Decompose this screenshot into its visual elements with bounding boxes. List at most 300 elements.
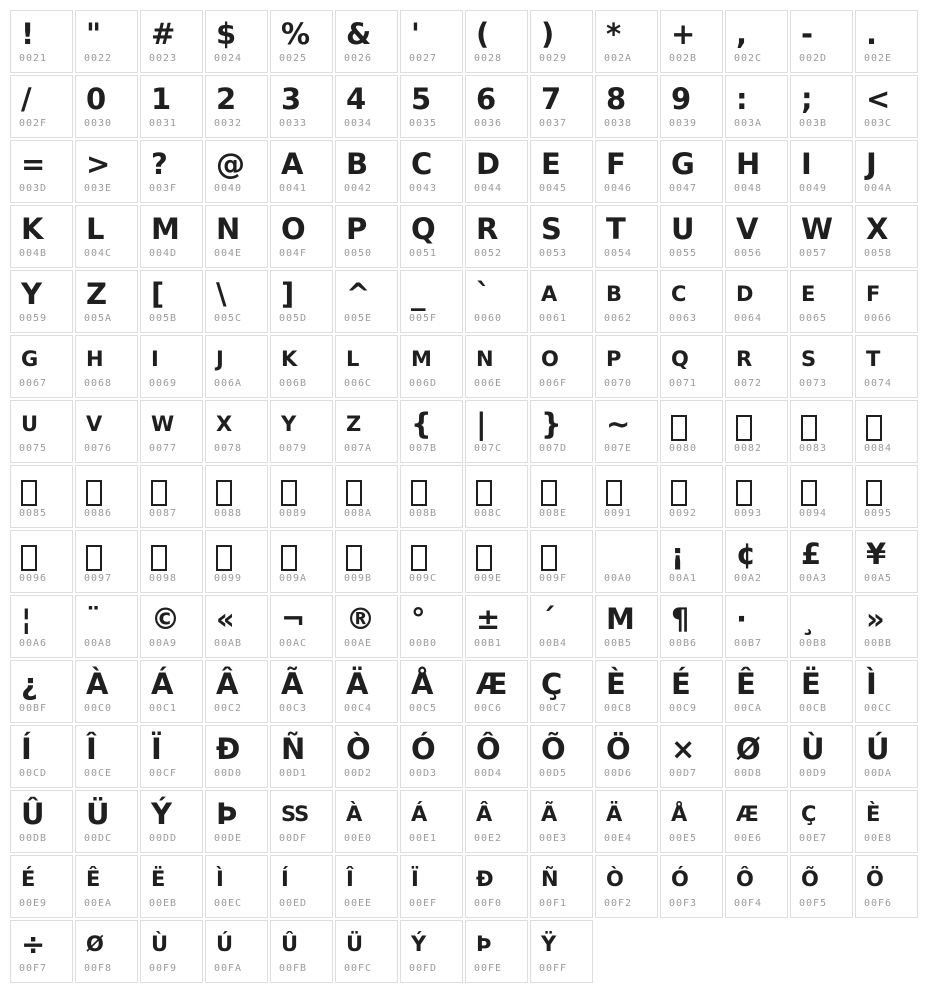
glyph-cell[interactable] xyxy=(725,140,788,203)
tofu-box-icon xyxy=(216,545,232,571)
glyph-cell[interactable] xyxy=(465,10,528,73)
glyph-cell[interactable] xyxy=(725,75,788,138)
glyph-cell[interactable] xyxy=(465,335,528,398)
glyph: Ñ xyxy=(281,732,305,766)
tofu-box-icon xyxy=(476,480,492,506)
codepoint-label: 00B0 xyxy=(409,638,438,649)
glyph-cell[interactable] xyxy=(75,270,138,333)
codepoint-label: 00B7 xyxy=(734,638,763,649)
glyph-cell[interactable] xyxy=(465,140,528,203)
glyph-cell[interactable] xyxy=(465,660,528,723)
glyph-area xyxy=(281,466,297,512)
glyph-cell[interactable] xyxy=(140,75,203,138)
glyph-cell[interactable] xyxy=(205,335,268,398)
glyph-area xyxy=(541,856,558,902)
glyph: { xyxy=(411,407,431,441)
tofu-box-icon xyxy=(671,480,687,506)
codepoint-label: 0084 xyxy=(864,443,893,454)
glyph-cell[interactable] xyxy=(790,855,853,918)
glyph-cell[interactable] xyxy=(335,530,398,593)
glyph-cell[interactable] xyxy=(205,660,268,723)
codepoint-label: 00CF xyxy=(149,768,178,779)
codepoint-label: 0082 xyxy=(734,443,763,454)
glyph-cell[interactable] xyxy=(725,270,788,333)
glyph-cell[interactable] xyxy=(205,10,268,73)
glyph-cell[interactable] xyxy=(855,270,918,333)
glyph: Ö xyxy=(866,867,883,891)
glyph-area xyxy=(736,596,746,642)
glyph-area xyxy=(736,856,753,902)
glyph-cell[interactable] xyxy=(75,530,138,593)
glyph-cell[interactable] xyxy=(660,855,723,918)
glyph-cell[interactable] xyxy=(205,400,268,463)
glyph-cell[interactable] xyxy=(465,205,528,268)
glyph: K xyxy=(21,212,43,246)
glyph-cell[interactable] xyxy=(75,335,138,398)
glyph-cell[interactable] xyxy=(530,75,593,138)
glyph-cell[interactable] xyxy=(205,140,268,203)
glyph-cell[interactable] xyxy=(270,335,333,398)
glyph-area xyxy=(346,921,362,967)
glyph-cell[interactable] xyxy=(660,530,723,593)
glyph-cell[interactable] xyxy=(790,75,853,138)
glyph: Ç xyxy=(801,802,816,826)
glyph-cell[interactable] xyxy=(400,10,463,73)
codepoint-label: 0029 xyxy=(539,53,568,64)
glyph-cell[interactable] xyxy=(10,855,73,918)
glyph-cell[interactable] xyxy=(335,790,398,853)
glyph-cell[interactable] xyxy=(530,790,593,853)
glyph-cell[interactable] xyxy=(595,595,658,658)
glyph-cell[interactable] xyxy=(660,270,723,333)
glyph-cell[interactable] xyxy=(140,530,203,593)
glyph-cell[interactable] xyxy=(10,920,73,983)
glyph-area xyxy=(606,661,625,707)
glyph-cell[interactable] xyxy=(660,205,723,268)
glyph-cell[interactable] xyxy=(205,205,268,268)
codepoint-label: 0089 xyxy=(279,508,308,519)
glyph-area xyxy=(541,791,556,837)
glyph-cell[interactable] xyxy=(660,790,723,853)
glyph-cell[interactable] xyxy=(10,10,73,73)
glyph-cell[interactable] xyxy=(595,790,658,853)
glyph-cell[interactable] xyxy=(335,465,398,528)
glyph-cell[interactable] xyxy=(530,335,593,398)
glyph-cell[interactable] xyxy=(790,530,853,593)
glyph-area xyxy=(671,206,694,252)
glyph-cell[interactable] xyxy=(790,790,853,853)
glyph-cell[interactable] xyxy=(205,75,268,138)
glyph-area xyxy=(411,206,435,252)
glyph-cell[interactable] xyxy=(855,335,918,398)
glyph-area xyxy=(346,596,374,642)
glyph-cell[interactable] xyxy=(205,790,268,853)
codepoint-label: 0099 xyxy=(214,573,243,584)
glyph-area xyxy=(476,206,497,252)
glyph-area xyxy=(541,596,555,642)
codepoint-label: 0058 xyxy=(864,248,893,259)
glyph-cell[interactable] xyxy=(10,270,73,333)
glyph-cell[interactable] xyxy=(660,595,723,658)
glyph-cell[interactable] xyxy=(725,10,788,73)
glyph: " xyxy=(86,17,101,51)
glyph-cell[interactable] xyxy=(465,270,528,333)
glyph-cell[interactable] xyxy=(270,270,333,333)
glyph-cell[interactable] xyxy=(140,10,203,73)
glyph-area xyxy=(606,856,623,902)
glyph-cell[interactable] xyxy=(465,920,528,983)
glyph-cell[interactable] xyxy=(855,465,918,528)
glyph: Þ xyxy=(216,797,237,831)
glyph-cell[interactable] xyxy=(400,595,463,658)
glyph-cell[interactable] xyxy=(530,400,593,463)
glyph-cell[interactable] xyxy=(335,660,398,723)
glyph-cell[interactable] xyxy=(855,75,918,138)
glyph-cell[interactable] xyxy=(400,790,463,853)
glyph: Ü xyxy=(86,797,109,831)
glyph-cell[interactable] xyxy=(790,660,853,723)
glyph-cell[interactable] xyxy=(400,920,463,983)
glyph-cell[interactable] xyxy=(530,10,593,73)
glyph-cell[interactable] xyxy=(660,465,723,528)
glyph-cell[interactable] xyxy=(270,10,333,73)
glyph: R xyxy=(476,212,498,246)
glyph-cell[interactable] xyxy=(75,465,138,528)
glyph-cell[interactable] xyxy=(10,725,73,788)
codepoint-label: 00E0 xyxy=(344,833,373,844)
codepoint-label: 00ED xyxy=(279,898,308,909)
glyph: Z xyxy=(86,277,107,311)
glyph-cell[interactable] xyxy=(790,595,853,658)
codepoint-label: 0086 xyxy=(84,508,113,519)
glyph-area xyxy=(671,401,687,447)
codepoint-label: 00BF xyxy=(19,703,48,714)
codepoint-label: 00C1 xyxy=(149,703,178,714)
glyph-cell[interactable] xyxy=(10,790,73,853)
glyph-cell[interactable] xyxy=(855,530,918,593)
glyph-cell[interactable] xyxy=(270,595,333,658)
glyph-area xyxy=(346,141,367,187)
glyph-cell[interactable] xyxy=(725,725,788,788)
glyph-cell[interactable] xyxy=(140,465,203,528)
glyph-cell[interactable] xyxy=(10,530,73,593)
glyph-cell[interactable] xyxy=(465,595,528,658)
glyph-cell[interactable] xyxy=(400,400,463,463)
glyph-area xyxy=(801,531,820,577)
glyph-cell[interactable] xyxy=(400,660,463,723)
glyph-cell[interactable] xyxy=(855,855,918,918)
glyph-cell[interactable] xyxy=(10,75,73,138)
glyph: H xyxy=(736,147,760,181)
glyph-cell[interactable] xyxy=(465,855,528,918)
glyph-cell[interactable] xyxy=(75,205,138,268)
glyph-cell[interactable] xyxy=(205,270,268,333)
glyph-area xyxy=(411,921,425,967)
glyph: Ÿ xyxy=(541,932,556,956)
glyph-cell[interactable] xyxy=(140,595,203,658)
glyph-cell[interactable] xyxy=(660,75,723,138)
glyph-cell[interactable] xyxy=(855,725,918,788)
glyph-area xyxy=(866,856,883,902)
glyph-cell[interactable] xyxy=(270,725,333,788)
glyph-cell[interactable] xyxy=(400,725,463,788)
glyph-cell[interactable] xyxy=(595,10,658,73)
glyph-cell[interactable] xyxy=(465,790,528,853)
glyph-cell[interactable] xyxy=(530,920,593,983)
glyph: - xyxy=(801,17,813,51)
glyph-cell[interactable] xyxy=(660,140,723,203)
glyph-area xyxy=(346,661,367,707)
glyph-cell[interactable] xyxy=(595,205,658,268)
codepoint-label: 00B6 xyxy=(669,638,698,649)
glyph-cell[interactable] xyxy=(75,855,138,918)
tofu-box-icon xyxy=(21,545,37,571)
glyph-cell[interactable] xyxy=(10,465,73,528)
glyph-cell[interactable] xyxy=(270,855,333,918)
glyph-cell[interactable] xyxy=(465,400,528,463)
glyph-cell[interactable] xyxy=(10,595,73,658)
glyph-cell[interactable] xyxy=(855,595,918,658)
glyph-cell[interactable] xyxy=(595,270,658,333)
glyph-cell[interactable] xyxy=(140,140,203,203)
glyph-cell[interactable] xyxy=(595,75,658,138)
glyph-cell[interactable] xyxy=(75,660,138,723)
glyph: Ó xyxy=(411,732,435,766)
glyph-cell[interactable] xyxy=(465,75,528,138)
glyph-cell[interactable] xyxy=(140,790,203,853)
glyph-cell[interactable] xyxy=(10,335,73,398)
glyph-cell[interactable] xyxy=(790,205,853,268)
glyph-cell[interactable] xyxy=(400,270,463,333)
glyph-cell[interactable] xyxy=(595,140,658,203)
glyph-cell[interactable] xyxy=(595,855,658,918)
glyph-cell[interactable] xyxy=(335,140,398,203)
glyph-cell[interactable] xyxy=(270,790,333,853)
glyph-area xyxy=(411,661,432,707)
glyph-cell[interactable] xyxy=(400,140,463,203)
glyph-cell[interactable] xyxy=(335,920,398,983)
glyph-area xyxy=(86,271,106,317)
glyph-cell[interactable] xyxy=(725,465,788,528)
glyph-cell[interactable] xyxy=(10,205,73,268)
glyph-cell[interactable] xyxy=(400,855,463,918)
glyph-cell[interactable] xyxy=(335,205,398,268)
codepoint-label: 0034 xyxy=(344,118,373,129)
codepoint-label: 00B8 xyxy=(799,638,828,649)
codepoint-label: 0031 xyxy=(149,118,178,129)
glyph-cell[interactable] xyxy=(270,400,333,463)
glyph-cell[interactable] xyxy=(205,855,268,918)
glyph-cell[interactable] xyxy=(270,660,333,723)
glyph-area xyxy=(801,11,812,57)
glyph-cell[interactable] xyxy=(140,335,203,398)
glyph-cell[interactable] xyxy=(465,725,528,788)
glyph-cell[interactable] xyxy=(595,725,658,788)
glyph-cell[interactable] xyxy=(75,10,138,73)
glyph-cell[interactable] xyxy=(530,465,593,528)
glyph-area xyxy=(281,791,308,837)
codepoint-label: 00EF xyxy=(409,898,438,909)
codepoint-label: 0091 xyxy=(604,508,633,519)
glyph-cell[interactable] xyxy=(595,660,658,723)
glyph: ® xyxy=(346,602,374,636)
glyph-cell[interactable] xyxy=(205,725,268,788)
glyph-cell[interactable] xyxy=(10,140,73,203)
glyph-cell[interactable] xyxy=(660,725,723,788)
glyph-area xyxy=(801,141,811,187)
codepoint-label: 00E8 xyxy=(864,833,893,844)
glyph-cell[interactable] xyxy=(725,205,788,268)
glyph-cell[interactable] xyxy=(855,790,918,853)
glyph-cell[interactable] xyxy=(140,920,203,983)
glyph-cell[interactable] xyxy=(725,400,788,463)
codepoint-label: 003D xyxy=(19,183,48,194)
glyph: È xyxy=(606,667,625,701)
glyph-cell[interactable] xyxy=(270,530,333,593)
glyph: Q xyxy=(671,347,688,371)
glyph-cell[interactable] xyxy=(10,400,73,463)
glyph-cell[interactable] xyxy=(75,595,138,658)
glyph-cell[interactable] xyxy=(400,205,463,268)
glyph-cell[interactable] xyxy=(140,270,203,333)
glyph-area xyxy=(151,401,173,447)
glyph-cell[interactable] xyxy=(595,465,658,528)
glyph-cell[interactable] xyxy=(790,10,853,73)
glyph-cell[interactable] xyxy=(790,270,853,333)
glyph: S xyxy=(541,212,561,246)
glyph-cell[interactable] xyxy=(465,465,528,528)
glyph-cell[interactable] xyxy=(725,660,788,723)
glyph-cell[interactable] xyxy=(660,10,723,73)
glyph-cell[interactable] xyxy=(205,595,268,658)
glyph-cell[interactable] xyxy=(790,335,853,398)
glyph-cell[interactable] xyxy=(335,725,398,788)
glyph: ¬ xyxy=(281,602,305,636)
glyph-cell[interactable] xyxy=(530,530,593,593)
glyph-cell[interactable] xyxy=(530,855,593,918)
glyph: V xyxy=(86,412,102,436)
glyph-cell[interactable] xyxy=(75,400,138,463)
glyph-cell[interactable] xyxy=(530,660,593,723)
glyph-cell[interactable] xyxy=(400,335,463,398)
glyph-cell[interactable] xyxy=(335,400,398,463)
glyph: 7 xyxy=(541,82,561,116)
glyph-cell[interactable] xyxy=(335,10,398,73)
glyph-cell[interactable] xyxy=(400,530,463,593)
glyph-cell[interactable] xyxy=(140,205,203,268)
glyph-cell[interactable] xyxy=(335,335,398,398)
glyph-cell[interactable] xyxy=(660,335,723,398)
glyph-cell[interactable] xyxy=(335,270,398,333)
glyph-cell[interactable] xyxy=(205,530,268,593)
glyph-area xyxy=(281,271,293,317)
glyph-cell[interactable] xyxy=(465,530,528,593)
codepoint-label: 00F7 xyxy=(19,963,48,974)
glyph-cell[interactable] xyxy=(595,400,658,463)
glyph: O xyxy=(541,347,558,371)
glyph-cell[interactable] xyxy=(75,140,138,203)
glyph-cell[interactable] xyxy=(270,465,333,528)
glyph: ( xyxy=(476,17,489,51)
glyph-cell[interactable] xyxy=(140,400,203,463)
glyph-cell[interactable] xyxy=(790,400,853,463)
codepoint-label: 0067 xyxy=(19,378,48,389)
glyph-cell[interactable] xyxy=(270,140,333,203)
glyph-cell[interactable] xyxy=(335,855,398,918)
glyph-cell[interactable] xyxy=(10,660,73,723)
codepoint-label: 0051 xyxy=(409,248,438,259)
glyph-cell[interactable] xyxy=(725,335,788,398)
glyph-cell[interactable] xyxy=(400,465,463,528)
glyph-cell[interactable] xyxy=(140,660,203,723)
glyph-cell[interactable] xyxy=(660,400,723,463)
glyph-cell[interactable] xyxy=(75,75,138,138)
glyph-cell[interactable] xyxy=(270,75,333,138)
glyph-cell[interactable] xyxy=(725,790,788,853)
codepoint-label: 0097 xyxy=(84,573,113,584)
codepoint-label: 00E5 xyxy=(669,833,698,844)
glyph-cell[interactable] xyxy=(855,660,918,723)
glyph-cell[interactable] xyxy=(595,335,658,398)
glyph: * xyxy=(606,17,621,51)
glyph-cell[interactable] xyxy=(205,920,268,983)
glyph: D xyxy=(476,147,500,181)
glyph-cell[interactable] xyxy=(855,400,918,463)
glyph-cell[interactable] xyxy=(530,270,593,333)
glyph-cell[interactable] xyxy=(335,75,398,138)
glyph-cell[interactable] xyxy=(205,465,268,528)
glyph-cell[interactable] xyxy=(75,920,138,983)
codepoint-label: 0037 xyxy=(539,118,568,129)
glyph-cell[interactable] xyxy=(725,855,788,918)
glyph-cell[interactable] xyxy=(140,855,203,918)
codepoint-label: 006C xyxy=(344,378,373,389)
glyph: S xyxy=(801,347,816,371)
glyph-cell[interactable] xyxy=(595,530,658,593)
glyph-cell[interactable] xyxy=(855,205,918,268)
codepoint-label: 006A xyxy=(214,378,243,389)
glyph-cell[interactable] xyxy=(530,725,593,788)
glyph-cell[interactable] xyxy=(75,725,138,788)
glyph-cell[interactable] xyxy=(530,205,593,268)
codepoint-label: 004E xyxy=(214,248,243,259)
glyph-cell[interactable] xyxy=(270,205,333,268)
glyph-cell[interactable] xyxy=(790,140,853,203)
glyph-cell[interactable] xyxy=(335,595,398,658)
glyph-cell[interactable] xyxy=(790,725,853,788)
glyph-cell[interactable] xyxy=(530,595,593,658)
glyph-cell[interactable] xyxy=(400,75,463,138)
glyph-cell[interactable] xyxy=(140,725,203,788)
glyph-cell[interactable] xyxy=(75,790,138,853)
glyph-cell[interactable] xyxy=(725,530,788,593)
glyph-cell[interactable] xyxy=(530,140,593,203)
codepoint-label: 0056 xyxy=(734,248,763,259)
glyph-cell[interactable] xyxy=(855,140,918,203)
glyph-cell[interactable] xyxy=(855,10,918,73)
codepoint-label: 00E4 xyxy=(604,833,633,844)
glyph-cell[interactable] xyxy=(725,595,788,658)
glyph-area xyxy=(21,466,37,512)
glyph-cell[interactable] xyxy=(660,660,723,723)
glyph-area xyxy=(736,531,755,577)
glyph-cell[interactable] xyxy=(270,920,333,983)
glyph-area xyxy=(281,336,296,382)
glyph: Q xyxy=(411,212,435,246)
glyph-area xyxy=(866,531,885,577)
glyph-cell[interactable] xyxy=(790,465,853,528)
glyph: ¸ xyxy=(801,602,815,636)
